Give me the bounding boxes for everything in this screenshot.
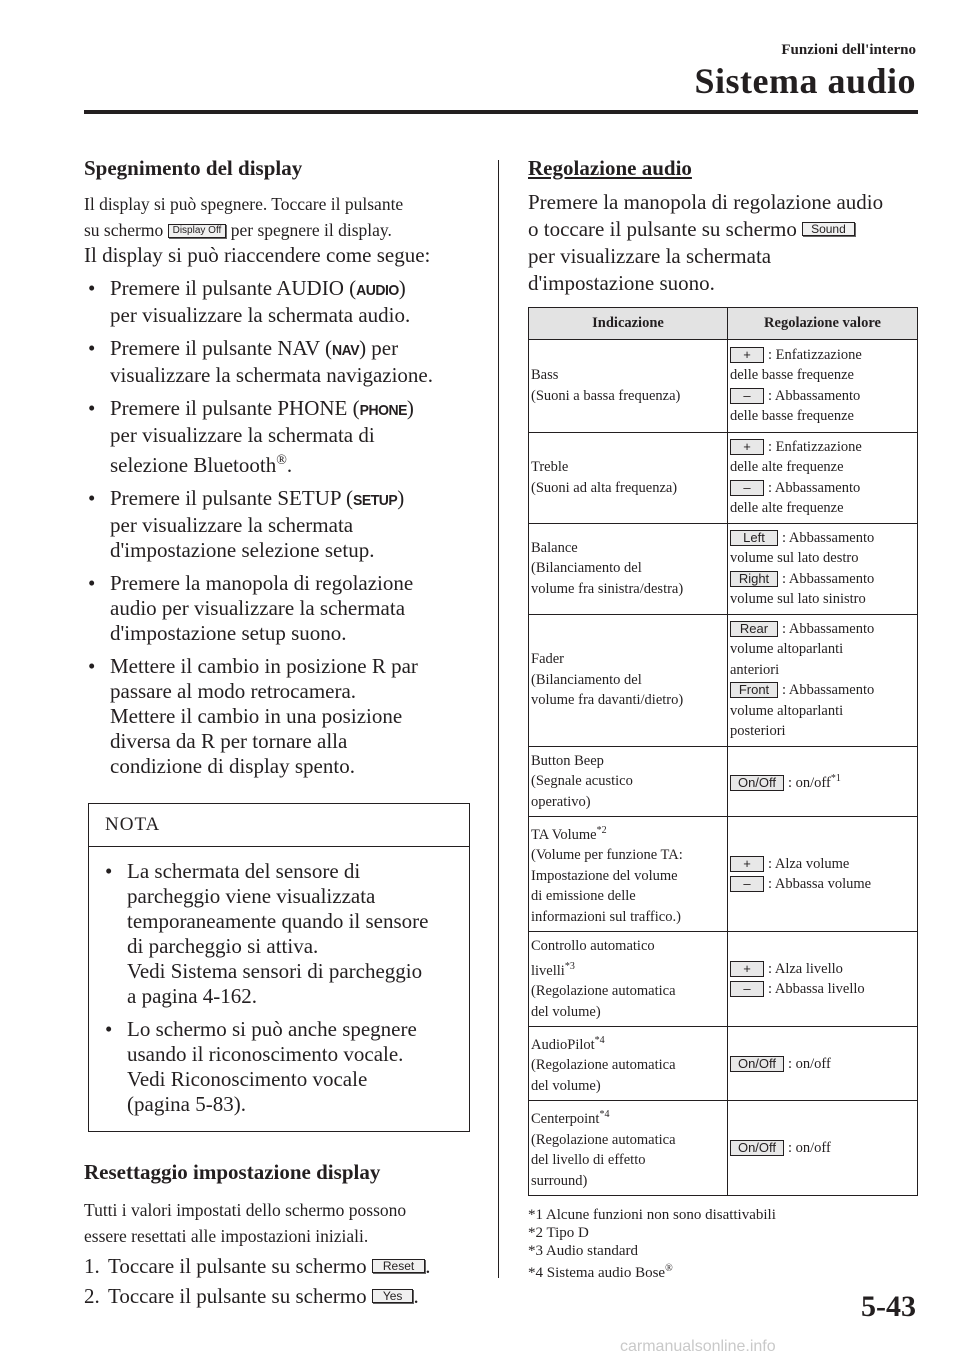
sound-button-icon: Sound (802, 222, 855, 236)
col-header-indicazione: Indicazione (529, 308, 728, 340)
bullet-knob: • Premere la manopola di regolazione audio per visualizzare la schermata d'impostazione setup suono. (84, 571, 468, 646)
table-row-bass: Bass (Suoni a bassa frequenza) + : Enfatizzazione delle basse frequenze – : Abbassamento delle basse frequenze (529, 339, 918, 432)
minus-icon: – (730, 480, 764, 496)
plus-icon: + (730, 347, 764, 363)
regolazione-heading: Regolazione audio (528, 156, 692, 180)
table-row-fader: Fader (Bilanciamento del volume fra davanti/dietro) Rear : Abbassamento volume altoparlanti anteriori Front : Abbassamento volume altoparlanti posteriori (529, 614, 918, 746)
minus-icon: – (730, 876, 764, 892)
nota-box (88, 803, 470, 1132)
col-header-regolazione: Regolazione valore (728, 308, 918, 340)
front-button-icon: Front (730, 682, 778, 698)
bullet-reverse: • Mettere il cambio in posizione R par passare al modo retrocamera. Mettere il cambio in una posizione diversa da R per tornare alla condizione di display spento. (84, 654, 468, 779)
rear-button-icon: Rear (730, 621, 778, 637)
bullet-phone: • Premere il pulsante PHONE (PHONE) per visualizzare la schermata di selezione Bluetooth®. (84, 396, 468, 478)
setup-key-icon: SETUP (353, 491, 398, 509)
nota-title: NOTA (89, 804, 469, 847)
header-rule (84, 110, 918, 114)
column-divider (498, 160, 499, 1278)
footnotes: *1 Alcune funzioni non sono disattivabili *2 Tipo D *3 Audio standard *4 Sistema audio Bose® (528, 1207, 776, 1282)
table-row-balance: Balance (Bilanciamento del volume fra sinistra/destra) Left : Abbassamento volume sul lato destro Right : Abbassamento volume sul lato sinistro (529, 523, 918, 614)
bullet-setup: • Premere il pulsante SETUP (SETUP) per visualizzare la schermata d'impostazione selezione setup. (84, 486, 468, 563)
plus-icon: + (730, 961, 764, 977)
on-off-button-icon: On/Off (730, 1140, 784, 1156)
plus-icon: + (730, 439, 764, 455)
on-off-button-icon: On/Off (730, 775, 784, 791)
reset-step-1: 1. Toccare il pulsante su schermo Reset . (84, 1254, 431, 1278)
regolazione-intro: Premere la manopola di regolazione audio o toccare il pulsante su schermo Sound per visualizzare la schermata d'impostazione suono. (528, 190, 884, 295)
table-row-ta-volume: TA Volume$^{*2}$ (Volume per funzione TA: Impostazione del volume di emissione delle informazioni sul traffico.) + : Alza volume – : Abbassa volume (529, 817, 918, 932)
table-row-audiopilot: AudioPilot$^{*4}$ (Regolazione automatica del volume) On/Off : on/off (529, 1027, 918, 1101)
right-button-icon: Right (730, 571, 778, 587)
left-column: Spegnimento del display Il display si può spegnere. Toccare il pulsante su schermo Display Off per spegnere il display. Il display si può riaccendere come segue: • Premere il pulsante AUDIO (AUDIO) per visualizzare la schermata audio. • Premere il pulsante NAV (NAV) per visualizzare la schermata navigazione. • Premere il pulsante PHONE (PHONE) per visualizzare la schermata di selezione Bluetooth®. • Premere il pulsante SETUP (SETUP) per visualizzare la schermata d'impostazione selezione setup. • Premere la manopola di regolazione audio per visualizzare la schermata d'impostazione setup suono. • Mettere il cambio in posizione R par passare al modo retrocamera. Mettere il cambio in una posizione diversa da R per tornare alla condizione di display spento. NOTA • La schermata del sensore di parcheggio viene visualizzata temporaneamente quando il sensore di parcheggio si attiva. Vedi Sistema sensori di parcheggio a pagina 4-162. • Lo schermo si può anche spegnere usando il riconoscimento vocale. Vedi Riconoscimento vocale (pagina 5-83). Resettaggio impostazione display Tutti i valori impostati dello schermo possono essere resettati alle impostazioni iniziali. 1. Toccare il pulsante su schermo Reset . 2. Toccare il pulsante su schermo Yes . (84, 156, 468, 1309)
plus-icon: + (730, 856, 764, 872)
page-number: 5-43 (861, 1290, 916, 1323)
spegnimento-intro: Il display si può spegnere. Toccare il pulsante su schermo Display Off per spegnere il display. Il display si può riaccendere come segue: (84, 194, 431, 267)
spegnimento-heading: Spegnimento del display (84, 156, 303, 180)
nota-item-parking: • La schermata del sensore di parcheggio viene visualizzata temporaneamente quando il sensore di parcheggio si attiva. Vedi Sistema sensori di parcheggio a pagina 4-162. (101, 859, 457, 1009)
table-header-row (529, 308, 918, 340)
yes-button-icon: Yes (372, 1289, 414, 1303)
page-title: Sistema audio (694, 61, 916, 101)
reset-button-icon: Reset (372, 1259, 425, 1273)
bullet-nav: • Premere il pulsante NAV (NAV) per visualizzare la schermata navigazione. (84, 336, 468, 388)
minus-icon: – (730, 981, 764, 997)
section-label: Funzioni dell'interno (781, 42, 916, 58)
on-off-button-icon: On/Off (730, 1056, 784, 1072)
table-row-auto-level: Controllo automatico livelli$^{*3}$ (Regolazione automatica del volume) + : Alza livello – : Abbassa livello (529, 932, 918, 1027)
watermark: carmanualsonline.info (620, 1338, 776, 1355)
bullet-audio: • Premere il pulsante AUDIO (AUDIO) per visualizzare la schermata audio. (84, 276, 468, 328)
audio-key-icon: AUDIO (356, 281, 399, 299)
left-button-icon: Left (730, 530, 778, 546)
nota-item-voice: • Lo schermo si può anche spegnere usando il riconoscimento vocale. Vedi Riconoscimento vocale (pagina 5-83). (101, 1017, 457, 1117)
audio-settings-table (528, 307, 918, 1196)
nav-key-icon: NAV (332, 341, 360, 359)
table-row-treble: Treble (Suoni ad alta frequenza) + : Enfatizzazione delle alte frequenze – : Abbassamento delle alte frequenze (529, 432, 918, 523)
phone-key-icon: PHONE (359, 401, 407, 419)
display-off-button-icon: Display Off (168, 224, 227, 238)
reset-heading: Resettaggio impostazione display (84, 1160, 381, 1184)
minus-icon: – (730, 388, 764, 404)
table-row-centerpoint: Centerpoint$^{*4}$ (Regolazione automatica del livello di effetto surround) On/Off : on/off (529, 1101, 918, 1196)
right-column (528, 156, 918, 1282)
reset-step-2: 2. Toccare il pulsante su schermo Yes . (84, 1284, 419, 1308)
table-row-button-beep: Button Beep (Segnale acustico operativo) On/Off : on/off$^{*1}$ (529, 746, 918, 817)
